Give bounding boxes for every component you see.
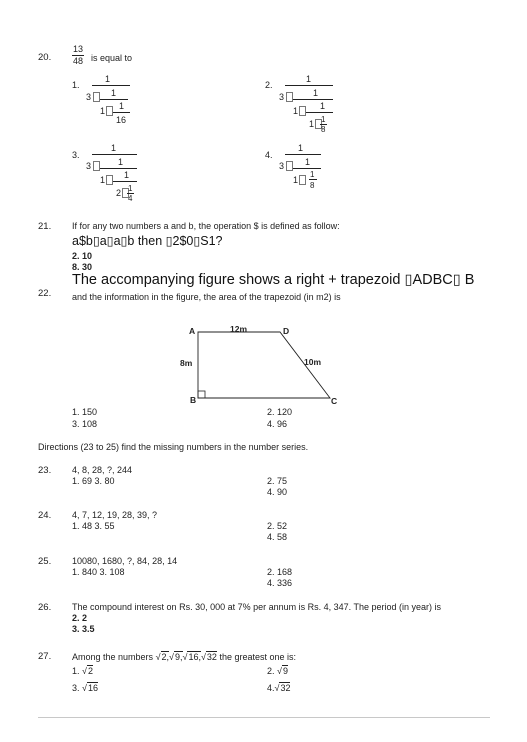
q22-option3: 3. 108 (72, 419, 98, 429)
q23-option4: 4. 90 (267, 487, 288, 497)
q25-options-1-3: 1. 840 3. 108 (72, 567, 125, 577)
q27-num4: 32 (206, 652, 217, 662)
question-number-22: 22. (38, 288, 52, 299)
q20-denominator: 48 (73, 56, 84, 66)
q21-expression: a$b▯a▯a▯b then ▯2$0▯S1? (72, 234, 223, 248)
q23-option2: 2. 75 (267, 476, 288, 486)
q27-stem-pre: Among the numbers (72, 652, 154, 662)
question-number-21: 21. (38, 221, 52, 232)
q20-fraction (72, 45, 84, 66)
q22-option4: 4. 96 (267, 419, 288, 429)
q25-option2: 2. 168 (267, 567, 293, 577)
q23-series: 4, 8, 28, ?, 244 (72, 465, 133, 475)
q20-option1-label: 1. (72, 80, 80, 90)
directions-text: Directions (23 to 25) find the missing numbers in the number series. (38, 442, 309, 452)
sqrt-symbol: √ (155, 652, 161, 662)
q27-num1: 2, (161, 652, 170, 662)
q27-option2: 2. √9 (267, 666, 288, 676)
q26-option-a: 2. 2 (72, 613, 88, 623)
vertex-c-label: C (331, 396, 338, 406)
q27-num3: 16, (188, 652, 201, 662)
q24-option2: 2. 52 (267, 521, 288, 531)
q23-options-1-3: 1. 69 3. 80 (72, 476, 115, 486)
q20-stem: is equal to (91, 53, 133, 63)
q27-option4: 4.√32 (267, 683, 291, 693)
q20-option4-expr: 1 3 1 1 1 8 (279, 143, 329, 199)
question-number-20: 20. (38, 52, 52, 63)
q27-stem-post: the greatest one is: (219, 652, 297, 662)
q21-option-b: 8. 30 (72, 262, 93, 272)
right-side-label: 10m (304, 357, 322, 367)
q21-option-a: 2. 10 (72, 251, 93, 261)
vertex-d-label: D (283, 326, 290, 336)
q20-option3-expr: 1 3 1 1 1 2 1 4 (86, 143, 146, 203)
left-side-label: 8m (180, 358, 193, 368)
question-number-27: 27. (38, 651, 52, 662)
q25-series: 10080, 1680, ?, 84, 28, 14 (72, 556, 178, 566)
question-number-25: 25. (38, 556, 52, 567)
q24-series: 4, 7, 12, 19, 28, 39, ? (72, 510, 158, 520)
q24-option4: 4. 58 (267, 532, 288, 542)
q26-option-b: 3. 3.5 (72, 624, 95, 634)
vertex-b-label: B (190, 395, 197, 405)
trapezoid-figure (170, 318, 350, 408)
vertex-a-label: A (189, 326, 196, 336)
question-number-23: 23. (38, 465, 52, 476)
q20-option3-label: 3. (72, 150, 80, 160)
q26-stem: The compound interest on Rs. 30, 000 at 7% per annum is Rs. 4, 347. The period (in year) is (72, 602, 442, 612)
q22-option2: 2. 120 (267, 407, 293, 417)
top-side-label: 12m (230, 324, 248, 334)
q22-option1: 1. 150 (72, 407, 98, 417)
q24-options-1-3: 1. 48 3. 55 (72, 521, 115, 531)
q27-stem: Among the numbers √2,√9,√16,√32 the greatest one is: (72, 652, 297, 662)
q21-stem: If for any two numbers a and b, the operation $ is defined as follow: (72, 221, 340, 231)
q22-heading: The accompanying figure shows a right + trapezoid ▯ADBC▯ B (72, 272, 475, 288)
q22-stem: and the information in the figure, the area of the trapezoid (in m2) is (72, 292, 341, 302)
q27-option3: 3. √16 (72, 683, 98, 693)
question-number-24: 24. (38, 510, 52, 521)
q20-option1-expr: 1 3 1 1 1 16 (86, 74, 136, 130)
q20-option2-label: 2. (265, 80, 273, 90)
q27-option1: 1. √2 (72, 666, 93, 676)
q27-num2: 9, (174, 652, 183, 662)
footer-divider (38, 717, 490, 718)
q20-option2-expr: 1 3 1 1 1 1 1 8 (279, 74, 339, 134)
q20-numerator: 13 (73, 44, 84, 54)
q20-option4-label: 4. (265, 150, 273, 160)
q25-option4: 4. 336 (267, 578, 293, 588)
question-number-26: 26. (38, 602, 52, 613)
